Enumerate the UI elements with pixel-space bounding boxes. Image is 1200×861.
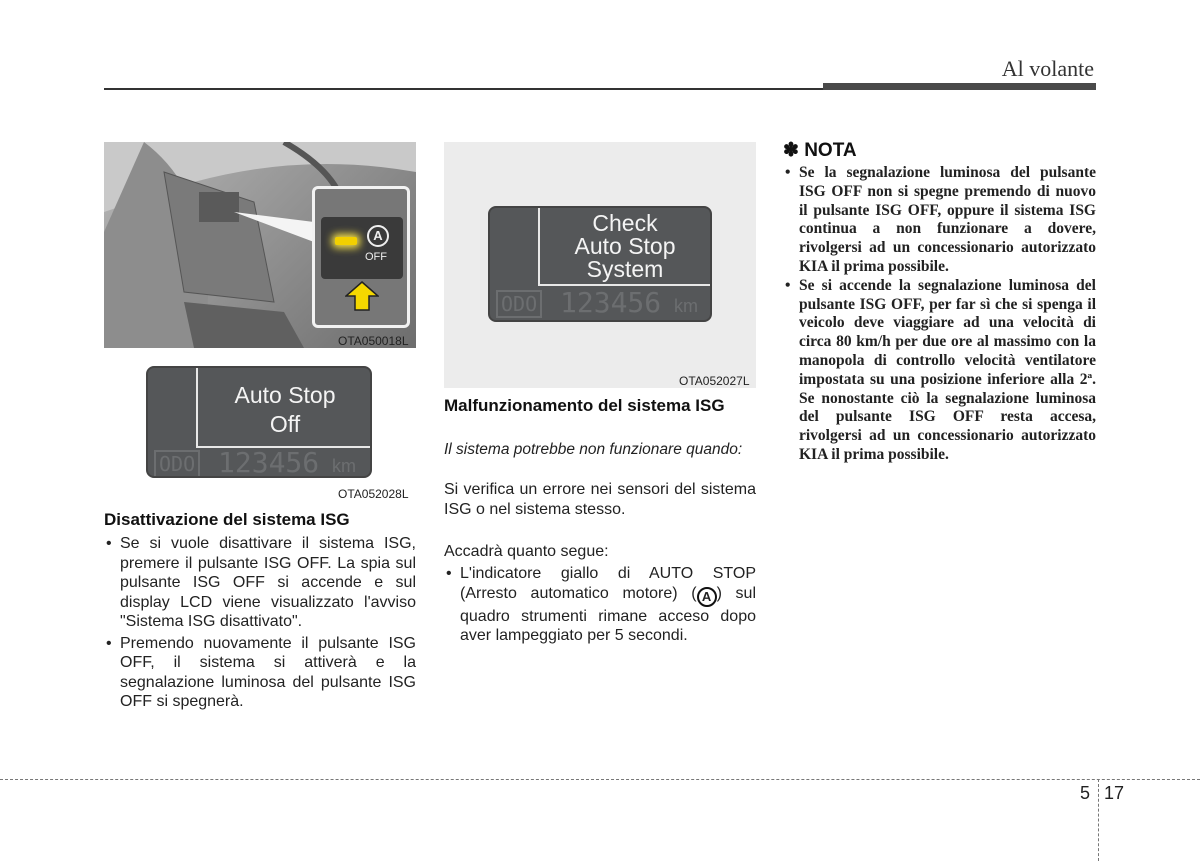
- lcd-message-line3: System: [586, 256, 664, 282]
- bullet-text-start: L'indicatore giallo di AUTO STOP (Arresto automatico motore) (: [460, 565, 756, 602]
- bullet-text-end: ) sul quadro strumenti rimane acceso dopo aver lampeggiato per 5 secondi.: [460, 584, 756, 644]
- auto-stop-icon: A: [697, 587, 717, 607]
- lcd-display: [146, 366, 372, 478]
- lcd-message-line1: Auto Stop: [234, 382, 336, 408]
- malfunction-subheading: Il sistema potrebbe non funzionare quando:: [444, 441, 743, 458]
- odo-label: ODO: [154, 450, 200, 478]
- lcd-message-line2: Auto Stop: [574, 233, 676, 259]
- figure-code: OTA050018L: [338, 334, 409, 348]
- odo-label: ODO: [496, 290, 542, 318]
- odo-value: 123456: [218, 446, 320, 478]
- malfunction-paragraph: Si verifica un errore nei sensori del sistema ISG o nel sistema stesso.: [444, 481, 756, 518]
- page-header-title: Al volante: [1001, 56, 1094, 81]
- page-number: 17: [1104, 783, 1125, 803]
- odo-unit: km: [332, 456, 356, 476]
- footer-vertical-divider: [1098, 779, 1099, 861]
- lcd-message-line1: Check: [592, 210, 658, 236]
- lcd-divider: [196, 368, 198, 448]
- nota-title: ✽ NOTA: [783, 140, 857, 161]
- figure-isg-button-location: [104, 142, 416, 348]
- list-item: • Se si vuole disattivare il sistema ISG, premere il pulsante ISG OFF. La spia sul pulsante ISG OFF si accende e sul display LCD viene visualizzato l'avviso "Sistema ISG disattivato".: [104, 534, 416, 632]
- list-item: [444, 564, 756, 646]
- button-closeup: [312, 186, 410, 328]
- figure-lcd-check-auto-stop: [444, 142, 756, 388]
- consequence-intro: Accadrà quanto segue:: [444, 543, 609, 560]
- consequence-list: [444, 564, 756, 646]
- arrow-up-icon: [345, 281, 379, 311]
- footer-divider: [0, 779, 1200, 780]
- lcd-message-line2: Off: [269, 411, 301, 437]
- deactivation-list: [104, 534, 416, 712]
- auto-stop-icon: A: [367, 225, 389, 247]
- figure-code: OTA052028L: [338, 487, 409, 501]
- odo-unit: km: [674, 296, 698, 316]
- isg-off-button: [321, 217, 403, 279]
- figure-lcd-auto-stop-off: [104, 354, 416, 488]
- header-rule-accent: [823, 83, 1096, 90]
- section-heading-deactivation: Disattivazione del sistema ISG: [104, 510, 350, 529]
- chapter-number: 5: [1080, 783, 1091, 803]
- lcd-display: [488, 206, 712, 322]
- odo-value: 123456: [560, 286, 662, 319]
- nota-list: [783, 164, 1096, 465]
- figure-code: OTA052027L: [679, 374, 750, 388]
- indicator-led: [335, 237, 357, 245]
- button-off-label: OFF: [365, 251, 387, 263]
- list-item: • Se si accende la segnalazione luminosa del pulsante ISG OFF, per far sì che si spenga il veicolo deve viaggiare ad una velocità di circa 80 km/h per due ore al massimo con la manopola di controllo velocità ventilatore impostata su una posizione inferiore alla 2ª. Se nonostante ciò la segnalazione luminosa del pulsante ISG OFF resta accesa, rivolgersi ad un concessionario autorizzato KIA il prima possibile.: [783, 277, 1096, 465]
- list-item: • Premendo nuovamente il pulsante ISG OFF, il sistema si attiverà e la segnalazione luminosa del pulsante ISG OFF si spegnerà.: [104, 634, 416, 712]
- list-item: • Se la segnalazione luminosa del pulsante ISG OFF non si spegne premendo di nuovo il pulsante ISG OFF, oppure il sistema ISG continua a non funzionare a dovere, rivolgersi ad un concessionario autorizzato KIA il prima possibile.: [783, 164, 1096, 277]
- section-heading-malfunction: Malfunzionamento del sistema ISG: [444, 396, 725, 415]
